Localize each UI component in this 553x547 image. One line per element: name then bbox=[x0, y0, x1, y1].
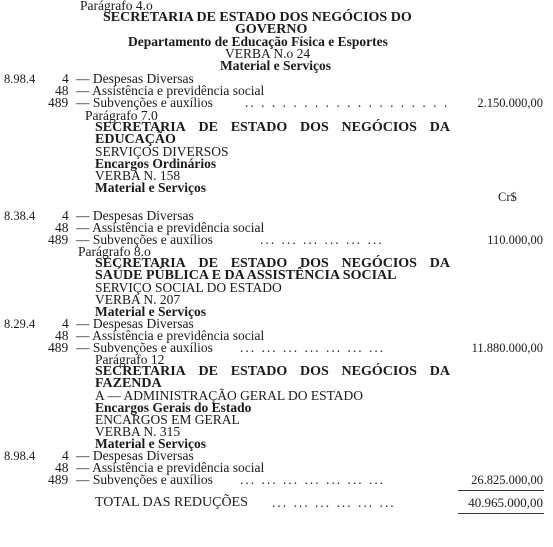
total-label: TOTAL DAS REDUÇÕES bbox=[95, 495, 248, 510]
item-description: — Despesas Diversas bbox=[76, 208, 194, 223]
secretaria-title-cont: FAZENDA bbox=[95, 376, 162, 391]
paragrafo-heading: Parágrafo 8.o bbox=[78, 244, 151, 259]
amount-value: 26.825.000,00 bbox=[471, 473, 543, 487]
item-description: — Assistência e previdência social bbox=[76, 460, 265, 475]
currency-label: Cr$ bbox=[498, 190, 517, 204]
paragrafo-heading: Parágrafo 7.0 bbox=[85, 108, 158, 123]
leader-dots: ... ... ... ... ... ... ... bbox=[240, 472, 386, 487]
leader-dots: ... ... ... ... ... ... ... bbox=[240, 340, 386, 355]
item-number: 48 bbox=[55, 460, 69, 475]
item-number: 4 bbox=[62, 316, 69, 331]
item-description: — Assistência e previdência social bbox=[76, 83, 265, 98]
item-description: — Subvenções e auxílios bbox=[76, 472, 213, 487]
item-description: — Despesas Diversas bbox=[76, 448, 194, 463]
item-description: — Despesas Diversas bbox=[76, 316, 194, 331]
item-description: — Subvenções e auxílios bbox=[76, 340, 213, 355]
account-code: 8.29.4 bbox=[4, 317, 36, 331]
item-number: 48 bbox=[55, 83, 69, 98]
total-rule bbox=[458, 513, 544, 514]
secretaria-title-cont: EDUCAÇÃO bbox=[95, 132, 176, 147]
material-servicos: Material e Serviços bbox=[220, 58, 331, 73]
account-code: 8.98.4 bbox=[4, 449, 36, 463]
item-number: 4 bbox=[62, 208, 69, 223]
subtotal-rule bbox=[458, 490, 544, 491]
secretaria-title: SECRETARIA DE ESTADO DOS NEGÓCIOS DO bbox=[103, 10, 412, 25]
leader-dots: ... ... ... ... ... ... bbox=[260, 232, 384, 247]
total-value: 40.965.000,00 bbox=[468, 495, 543, 510]
paragrafo-heading: Parágrafo 12 bbox=[95, 352, 165, 367]
verba-number: VERBA N. 207 bbox=[95, 292, 181, 307]
servico-social: SERVIÇO SOCIAL DO ESTADO bbox=[95, 280, 282, 295]
item-description: — Despesas Diversas bbox=[76, 71, 194, 86]
material-servicos: Material e Serviços bbox=[95, 436, 206, 451]
account-code: 8.38.4 bbox=[4, 209, 36, 223]
item-number: 4 bbox=[62, 71, 69, 86]
encargos-ordinarios: Encargos Ordinários bbox=[95, 156, 217, 171]
secretaria-title: SECRETARIA DE ESTADO DOS NEGÓCIOS DA bbox=[95, 256, 450, 271]
amount-value: 11.880.000,00 bbox=[471, 341, 543, 355]
secretaria-title-cont: SAÚDE PÚBLICA E DA ASSISTÊNCIA SOCIAL bbox=[95, 268, 397, 283]
secretaria-title: SECRETARIA DE ESTADO DOS NEGÓCIOS DA bbox=[95, 120, 450, 135]
item-number: 48 bbox=[55, 220, 69, 235]
servicos-diversos: SERVIÇOS DIVERSOS bbox=[95, 144, 229, 159]
item-number: 4 bbox=[62, 448, 69, 463]
encargos-em-geral: ENCARGOS EM GERAL bbox=[95, 412, 240, 427]
material-servicos: Material e Serviços bbox=[95, 304, 206, 319]
item-number: 489 bbox=[48, 95, 69, 110]
item-number: 48 bbox=[55, 328, 69, 343]
item-description: — Subvenções e auxílios bbox=[76, 95, 213, 110]
amount-value: 110.000,00 bbox=[487, 233, 543, 247]
verba-number: VERBA N. 158 bbox=[95, 168, 181, 183]
item-number: 489 bbox=[48, 472, 69, 487]
verba-number: VERBA N.o 24 bbox=[225, 46, 311, 61]
paragrafo-heading: Parágrafo 4.o bbox=[80, 0, 153, 13]
secretaria-title-cont: GOVERNO bbox=[235, 22, 308, 37]
account-code: 8.98.4 bbox=[4, 72, 36, 86]
item-description: — Assistência e previdência social bbox=[76, 328, 265, 343]
item-number: 489 bbox=[48, 232, 69, 247]
item-description: — Subvenções e auxílios bbox=[76, 232, 213, 247]
secretaria-title: SECRETARIA DE ESTADO DOS NEGÓCIOS DA bbox=[95, 364, 450, 379]
verba-number: VERBA N. 315 bbox=[95, 424, 181, 439]
departamento: Departamento de Educação Física e Esportes bbox=[128, 34, 388, 49]
leader-dots: .. . . . . . . . . . . . . . . . . . . bbox=[245, 95, 450, 110]
administracao-geral: A — ADMINISTRAÇÃO GERAL DO ESTADO bbox=[95, 388, 364, 403]
encargos-gerais: Encargos Gerais do Estado bbox=[95, 400, 252, 415]
item-description: — Assistência e previdência social bbox=[76, 220, 265, 235]
amount-value: 2.150.000,00 bbox=[477, 96, 543, 110]
item-number: 489 bbox=[48, 340, 69, 355]
leader-dots: ... ... ... ... ... ... bbox=[272, 495, 396, 510]
material-servicos: Material e Serviços bbox=[95, 180, 206, 195]
